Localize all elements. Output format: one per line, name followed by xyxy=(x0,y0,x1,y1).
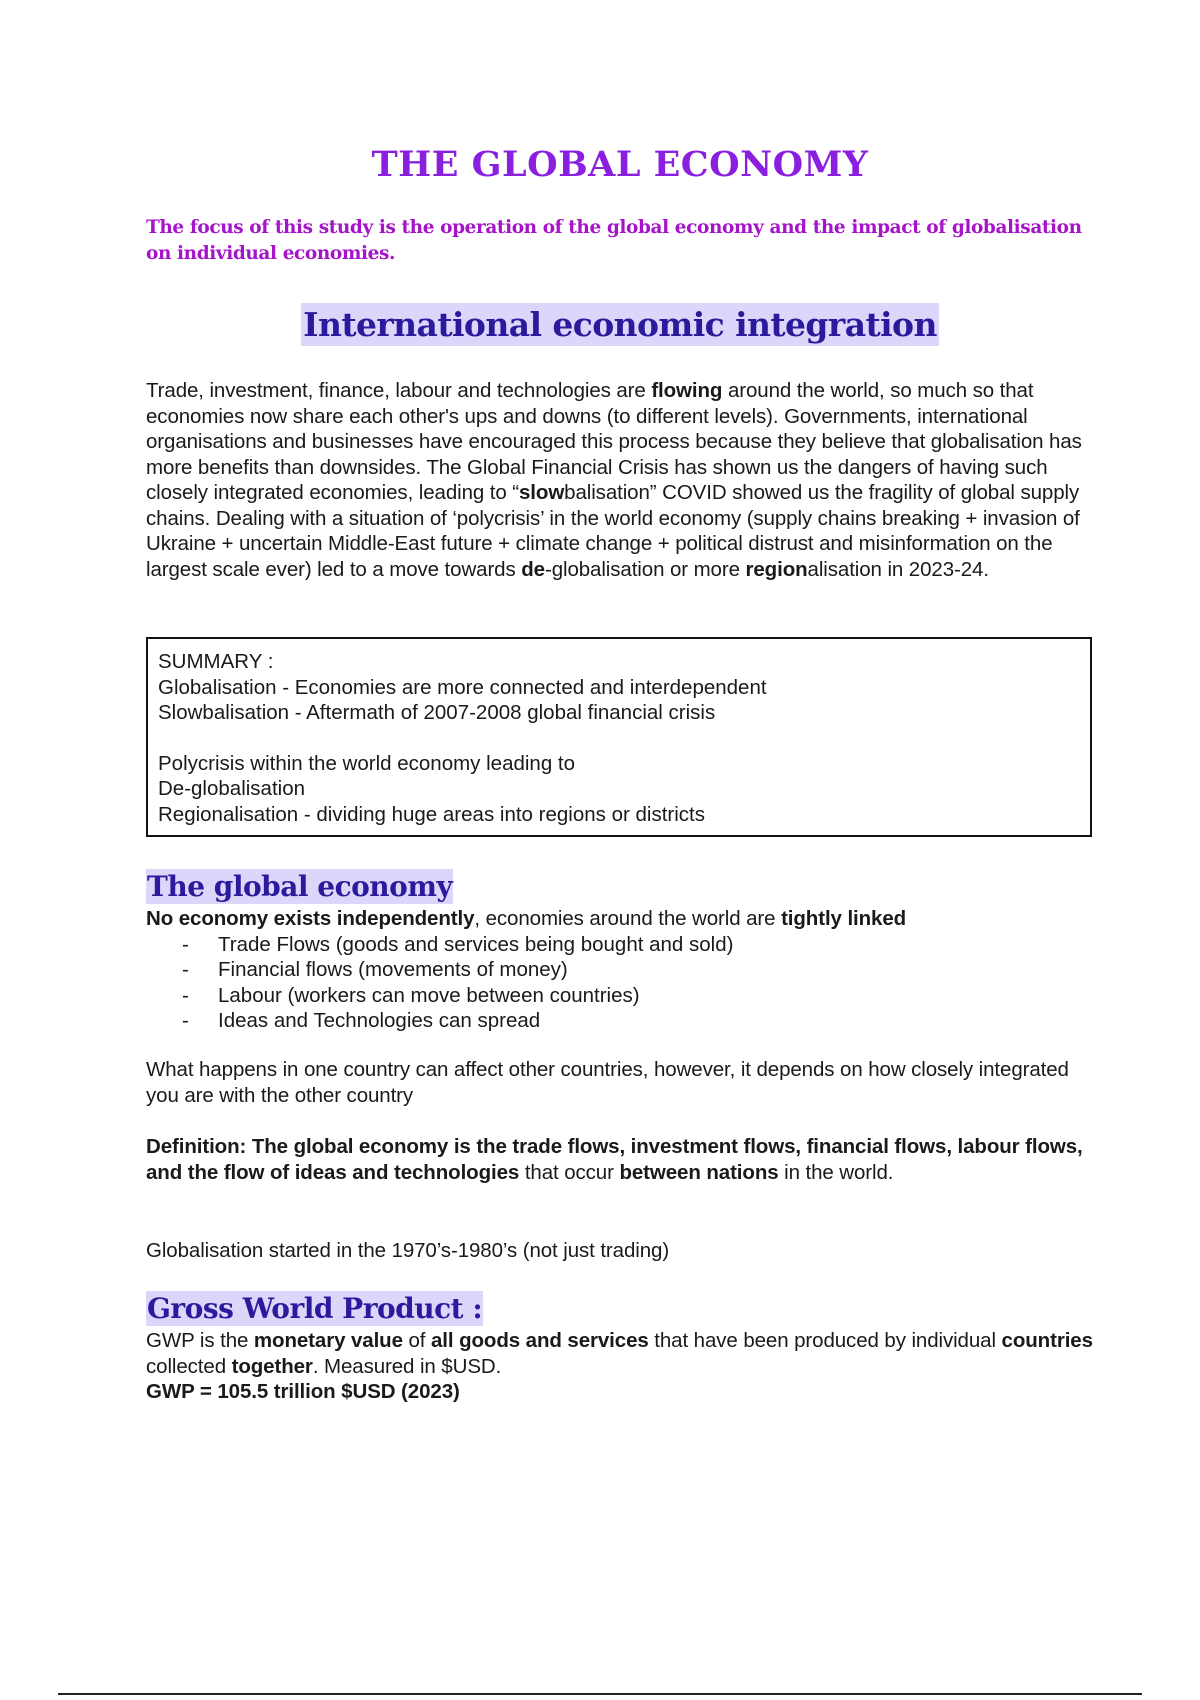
document-title: THE GLOBAL ECONOMY xyxy=(371,144,869,185)
heading-global-economy xyxy=(146,870,453,903)
footer-divider xyxy=(58,1693,1142,1695)
text-run: that have been produced by individual xyxy=(648,1329,1002,1352)
summary-line: Globalisation - Economies are more connected and interdependent xyxy=(158,675,767,699)
bullet-dash: - xyxy=(182,958,189,981)
list-item-text: Ideas and Technologies can spread xyxy=(218,1009,541,1032)
bold-run: slow xyxy=(519,481,565,504)
bold-run: together xyxy=(231,1354,313,1378)
text-run: alisation in 2023-24. xyxy=(807,557,989,581)
bold-run: monetary value xyxy=(253,1329,403,1352)
summary-line: Regionalisation - dividing huge areas into regions or districts xyxy=(158,802,705,826)
bold-run: flowing xyxy=(651,379,723,402)
summary-line: De-globalisation xyxy=(158,777,306,800)
lead-sentence xyxy=(146,906,1094,932)
text-run: Trade, investment, finance, labour and technologies are xyxy=(146,379,652,402)
gwp-value: GWP = 105.5 trillion $USD (2023) xyxy=(146,1380,460,1403)
gwp-paragraph xyxy=(146,1328,1094,1405)
bold-run: tightly linked xyxy=(781,907,907,930)
text-run: around the world, so much so that economies now share each other's ups and downs (to different levels). Governments, international organisations and businesses have encouraged this process because they believe that globalisation has more benefits than downsides. The Global Financial Crisis has shown us the dangers of having such closely integrated economies, leading to “ xyxy=(146,379,1082,504)
global-economy-section xyxy=(146,906,1094,1034)
list-item-text: Financial flows (movements of money) xyxy=(218,958,568,981)
text-run: . Measured in $USD. xyxy=(312,1354,502,1378)
bullet-dash: - xyxy=(182,1009,189,1032)
heading-gross-world-product xyxy=(146,1292,483,1325)
text-run: , economies around the world are xyxy=(474,907,782,930)
text-run: of xyxy=(402,1329,431,1352)
text-run: collected xyxy=(146,1354,232,1378)
heading-international-integration xyxy=(146,305,1094,344)
text-run: GWP is the xyxy=(146,1329,254,1352)
bold-run: all goods and services xyxy=(430,1329,649,1352)
text-run: -globalisation or more xyxy=(544,557,746,581)
heading-international-integration-text: International economic integration xyxy=(303,305,937,344)
integration-paragraph: What happens in one country can affect other countries, however, it depends on how closely integrated you are with the other country xyxy=(146,1058,1069,1107)
heading-global-economy-text: The global economy xyxy=(147,870,453,903)
bold-run: region xyxy=(745,557,808,581)
definition-paragraph xyxy=(146,1134,1094,1185)
summary-box xyxy=(146,637,1092,837)
text-run: in the world. xyxy=(778,1160,894,1184)
bold-run: countries xyxy=(1001,1329,1093,1352)
summary-line: Slowbalisation - Aftermath of 2007-2008 global financial crisis xyxy=(158,701,716,724)
bullet-dash: - xyxy=(182,932,189,956)
heading-gross-world-product-text: Gross World Product : xyxy=(147,1292,483,1325)
list-item xyxy=(146,983,1094,1009)
list-item-text: Labour (workers can move between countries) xyxy=(218,983,640,1007)
intro-paragraph xyxy=(146,378,1094,582)
bold-run: between nations xyxy=(619,1160,779,1184)
summary-line: Polycrisis within the world economy leading to xyxy=(158,751,576,775)
list-item xyxy=(146,1008,1094,1034)
list-item-text: Trade Flows (goods and services being bought and sold) xyxy=(218,932,734,956)
summary-label: SUMMARY : xyxy=(158,650,274,673)
bold-run: No economy exists independently xyxy=(146,907,475,930)
bold-run: Definition: The global economy is the trade flows, investment flows, financial flows, labour flows, and the flow of ideas and technologies xyxy=(146,1135,1083,1184)
flows-list xyxy=(146,932,1094,1034)
focus-statement: The focus of this study is the operation of the global economy and the impact of globalisation on individual economies. xyxy=(146,217,1082,264)
text-run: balisation” COVID showed us the fragility of global supply chains. Dealing with a situation of ‘polycrisis’ in the world economy (supply chains breaking + invasion of Ukraine + uncertain Middle-East future + climate change + political distrust and misinformation on the largest scale ever) led to a move towards xyxy=(146,481,1080,581)
list-item xyxy=(146,932,1094,958)
bullet-dash: - xyxy=(182,983,189,1007)
list-item xyxy=(146,957,1094,983)
bold-run: de xyxy=(521,557,545,581)
globalisation-start-paragraph: Globalisation started in the 1970’s-1980’s (not just trading) xyxy=(146,1239,670,1262)
text-run: that occur xyxy=(519,1160,620,1184)
summary-spacer xyxy=(158,726,1080,751)
